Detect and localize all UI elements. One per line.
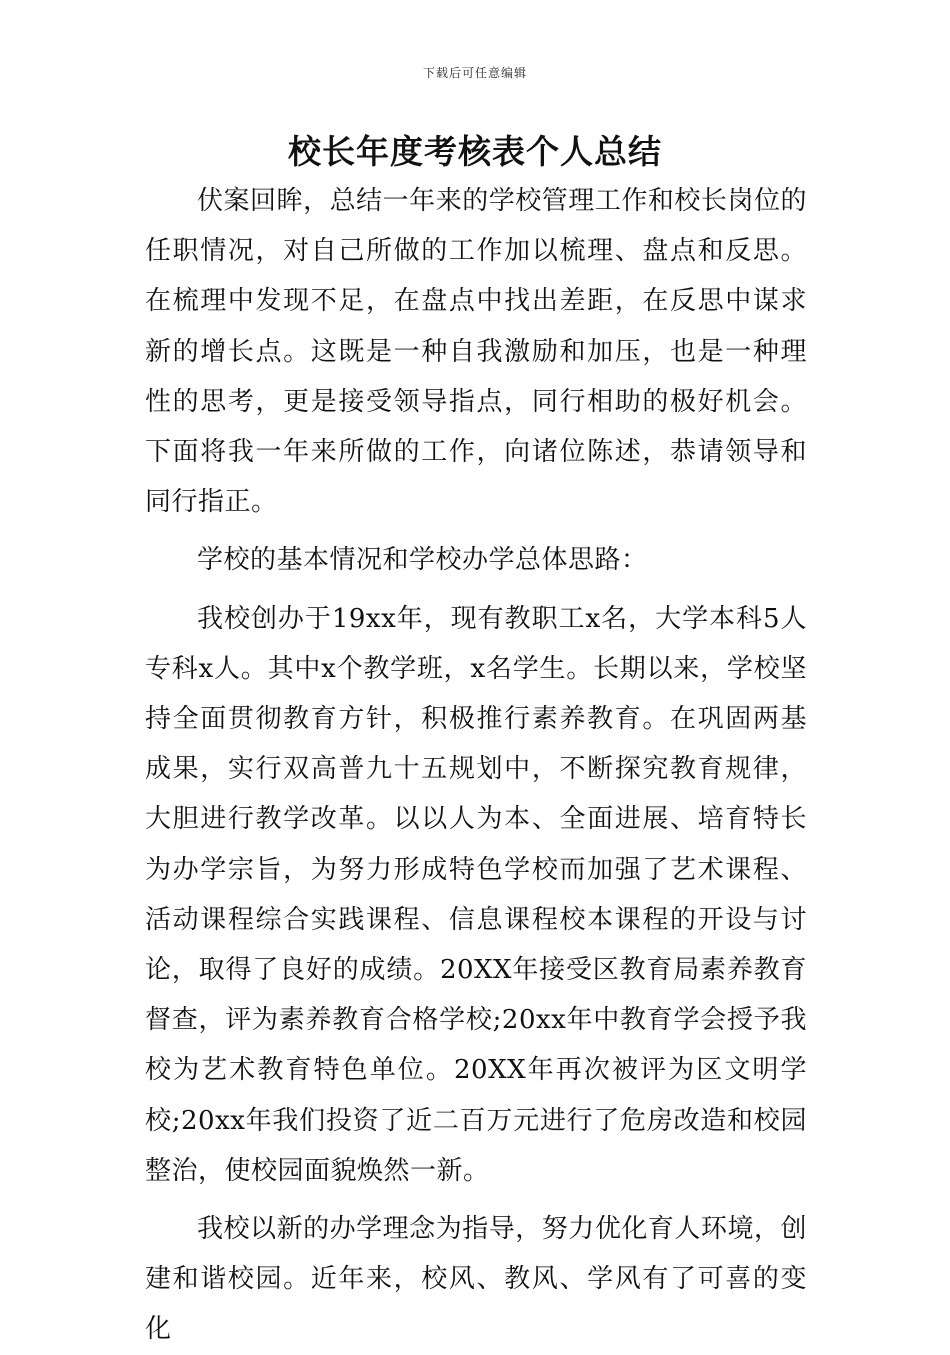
paragraph-section-heading: 学校的基本情况和学校办学总体思路： <box>197 545 648 576</box>
paragraph-school-philosophy: 我校以新的办学理念为指导，努力优化育人环境，创建和谐校园。近年来，校风、教风、学风有了可喜的变化 <box>145 1214 807 1345</box>
header-note: 下载后可任意编辑 <box>422 66 527 80</box>
paragraph-intro: 伏案回眸，总结一年来的学校管理工作和校长岗位的任职情况，对自己所做的工作加以梳理、盘点和反思。在梳理中发现不足，在盘点中找出差距，在反思中谋求新的增长点。这既是一种自我激励和加压，也是一种理性的思考，更是接受领导指点，同行相助的极好机会。下面将我一年来所做的工作，向诸位陈述，恭请领导和同行指正。 <box>145 186 807 518</box>
paragraph-school-overview: 我校创办于19xx年，现有教职工x名，大学本科5人专科x人。其中x个教学班，x名学生。长期以来，学校坚持全面贯彻教育方针，积极推行素养教育。在巩固两基成果，实行双高普九十五规划中，不断探究教育规律，大胆进行教学改革。以以人为本、全面进展、培育特长为办学宗旨，为努力形成特色学校而加强了艺术课程、活动课程综合实践课程、信息课程校本课程的开设与讨论，取得了良好的成绩。20XX年接受区教育局素养教育督查，评为素养教育合格学校;20xx年中教育学会授予我校为艺术教育特色单位。20XX年再次被评为区文明学校;20xx年我们投资了近二百万元进行了危房改造和校园整治，使校园面貌焕然一新。 <box>145 603 807 1186</box>
document-body <box>145 176 807 1355</box>
document-title: 校长年度考核表个人总结 <box>288 132 662 171</box>
